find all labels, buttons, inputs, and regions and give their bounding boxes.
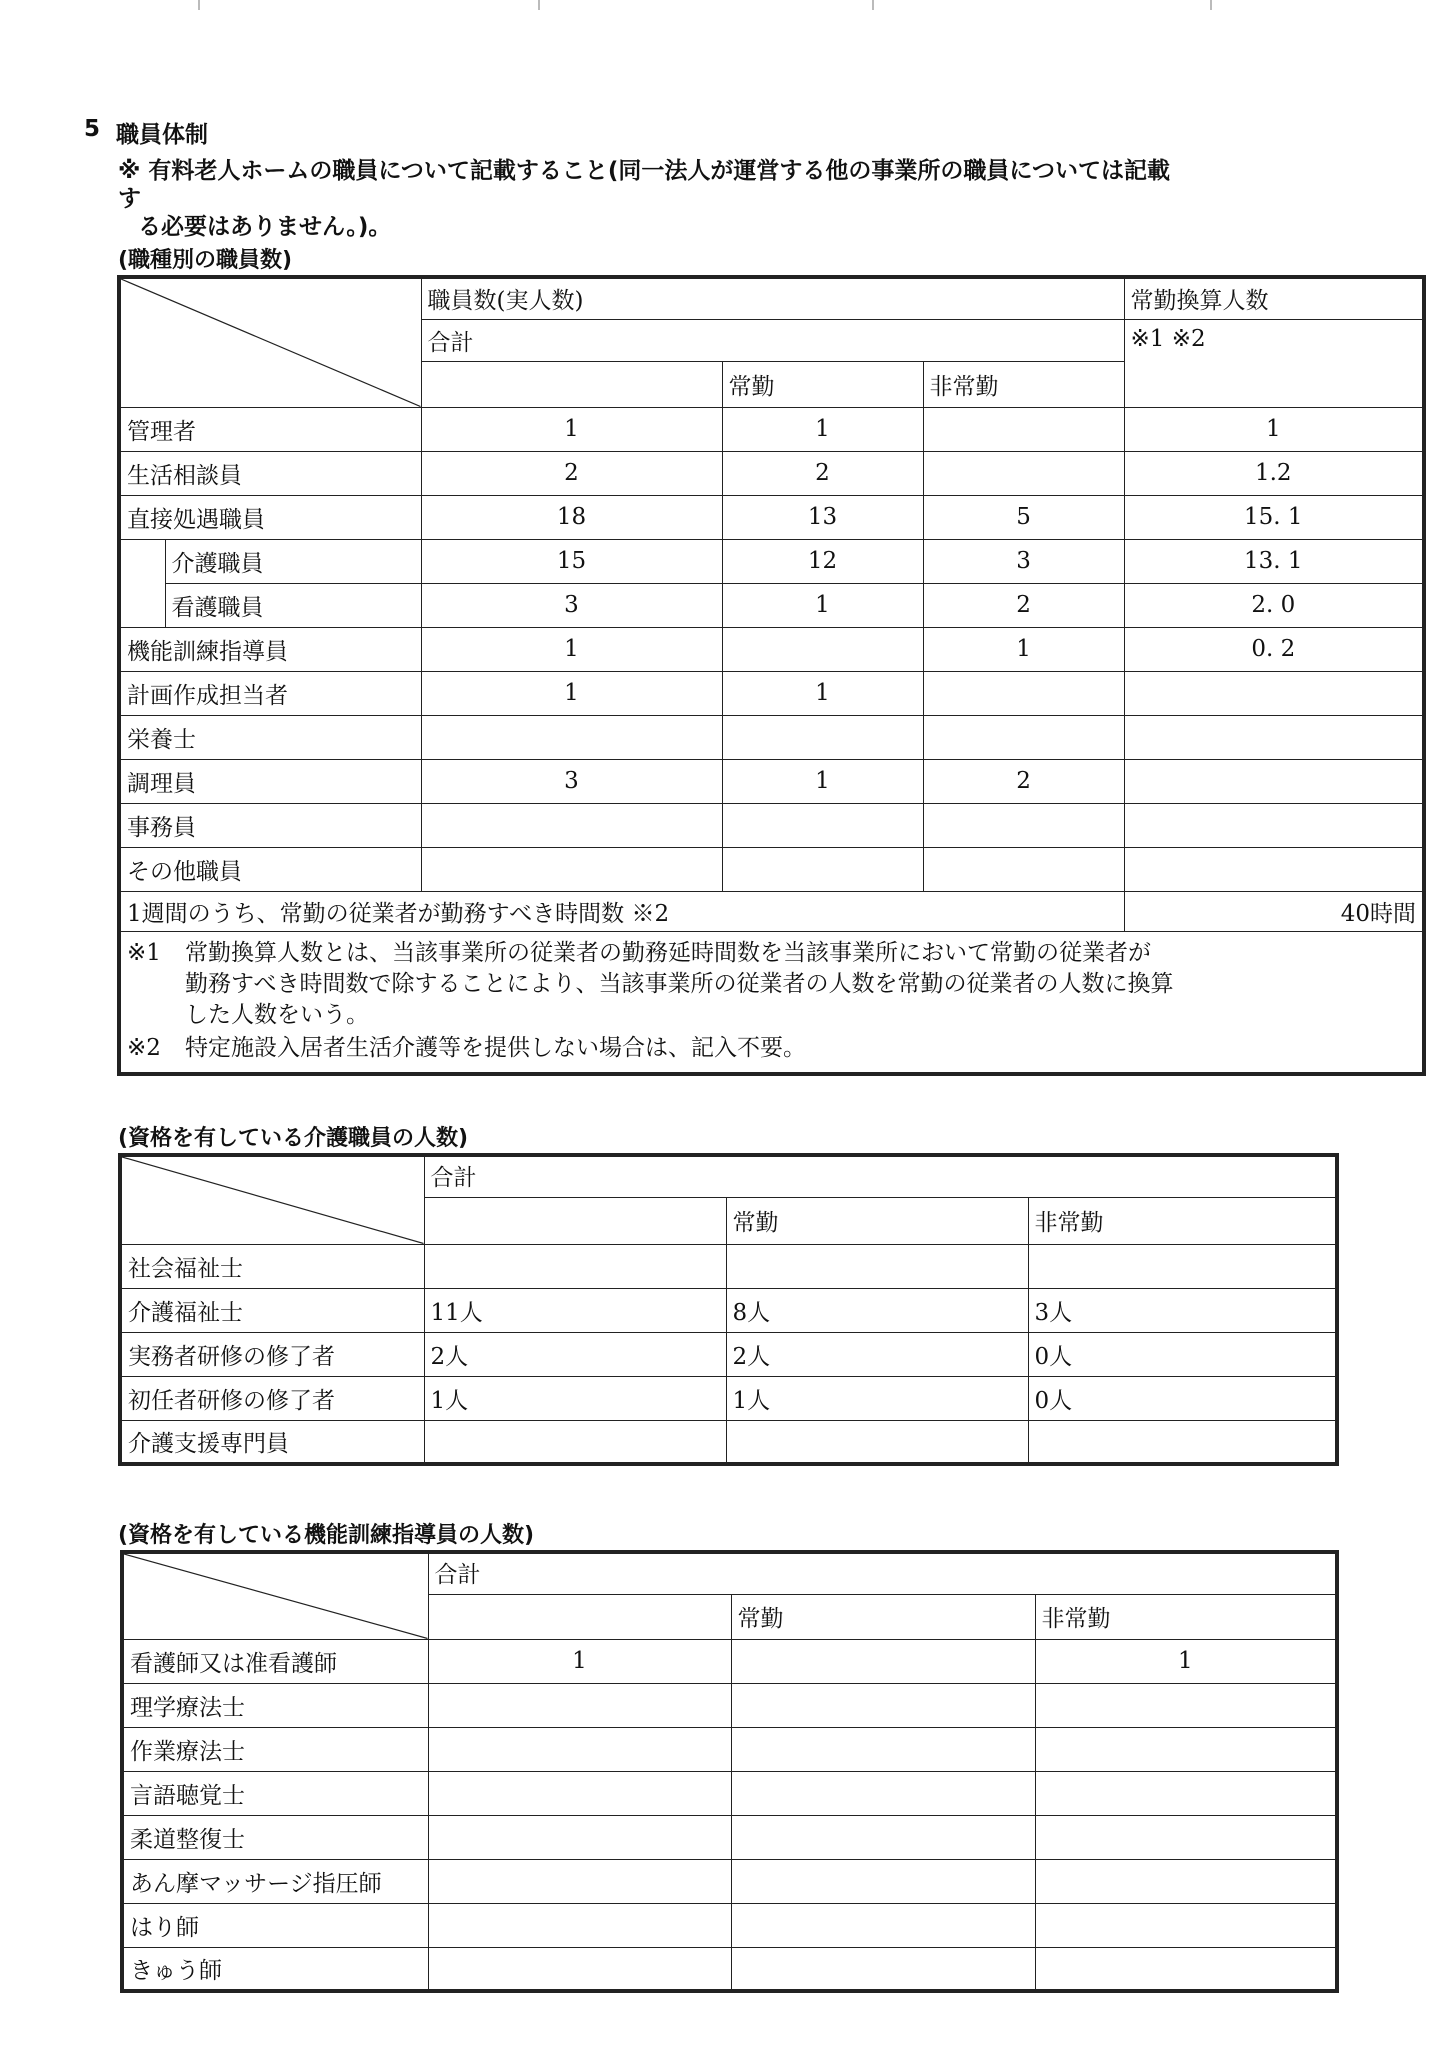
- fulltime-header: 常勤: [731, 1594, 1035, 1639]
- total-cell: 1人: [424, 1376, 726, 1420]
- functional-training-qualifications-table: [120, 1550, 1339, 1993]
- total-cell: [428, 1815, 731, 1859]
- section-note-line1: ※ 有料老人ホームの職員について記載すること(同一法人が運営する他の事業所の職員については記載: [118, 158, 1170, 184]
- note2-text: 特定施設入居者生活介護等を提供しない場合は、記入不要。: [185, 1034, 806, 1061]
- parttime-cell: 5: [923, 495, 1124, 539]
- parttime-header: 非常勤: [1035, 1594, 1337, 1639]
- table1-corner-cell: [119, 277, 421, 407]
- fte-cell: 2. 0: [1124, 583, 1424, 627]
- parttime-header: 非常勤: [923, 361, 1124, 407]
- parttime-cell: 3人: [1028, 1288, 1337, 1332]
- fulltime-cell: [726, 1420, 1028, 1464]
- table3-corner-cell: [122, 1552, 428, 1639]
- parttime-cell: [1035, 1727, 1337, 1771]
- row-label: 機能訓練指導員: [119, 627, 421, 671]
- fte-cell: [1124, 715, 1424, 759]
- row-label: 介護職員: [165, 539, 421, 583]
- note1-line2: 勤務すべき時間数で除することにより、当該事業所の従業者の人数を常勤の従業者の人数に換算: [185, 970, 1174, 997]
- total-cell: 18: [421, 495, 722, 539]
- parttime-cell: 2: [923, 759, 1124, 803]
- row-label: 柔道整復士: [122, 1815, 428, 1859]
- parttime-cell: 2: [923, 583, 1124, 627]
- row-label: 理学療法士: [122, 1683, 428, 1727]
- parttime-cell: 0人: [1028, 1376, 1337, 1420]
- empty-cell: [428, 1594, 731, 1639]
- parttime-cell: 1: [923, 627, 1124, 671]
- total-cell: [421, 847, 722, 891]
- fulltime-cell: [722, 715, 923, 759]
- section-note-line2: す: [118, 186, 141, 212]
- section-note-line3: る必要はありません。)。: [138, 214, 392, 240]
- work-hours-value: 40時間: [1124, 891, 1424, 931]
- parttime-cell: [923, 847, 1124, 891]
- fulltime-cell: [722, 627, 923, 671]
- total-cell: [428, 1771, 731, 1815]
- row-label: きゅう師: [122, 1947, 428, 1991]
- row-label: 事務員: [119, 803, 421, 847]
- care-staff-qualifications-table: [118, 1153, 1339, 1466]
- scan-mark: [1210, 0, 1212, 10]
- parttime-cell: [1035, 1815, 1337, 1859]
- row-label: 計画作成担当者: [119, 671, 421, 715]
- note1-line3: した人数をいう。: [185, 1001, 369, 1028]
- parttime-cell: 1: [1035, 1639, 1337, 1683]
- row-label: 社会福祉士: [120, 1244, 424, 1288]
- fulltime-cell: 2人: [726, 1332, 1028, 1376]
- fulltime-cell: [731, 1815, 1035, 1859]
- total-cell: 3: [421, 759, 722, 803]
- parttime-cell: [923, 451, 1124, 495]
- row-label: その他職員: [119, 847, 421, 891]
- total-header: 合計: [424, 1155, 1337, 1197]
- row-label: 調理員: [119, 759, 421, 803]
- total-cell: 15: [421, 539, 722, 583]
- empty-cell: [424, 1197, 726, 1244]
- parttime-cell: 0人: [1028, 1332, 1337, 1376]
- fulltime-cell: 1人: [726, 1376, 1028, 1420]
- row-label: 生活相談員: [119, 451, 421, 495]
- note2-mark: ※2: [127, 1034, 161, 1061]
- indent-cell: [119, 539, 165, 627]
- row-label: 介護福祉士: [120, 1288, 424, 1332]
- section-title: 職員体制: [116, 122, 208, 148]
- parttime-cell: [1028, 1244, 1337, 1288]
- fte-cell: [1124, 759, 1424, 803]
- fte-cell: [1124, 803, 1424, 847]
- total-cell: 2: [421, 451, 722, 495]
- fte-cell: 15. 1: [1124, 495, 1424, 539]
- parttime-header: 非常勤: [1028, 1197, 1337, 1244]
- parttime-cell: [1028, 1420, 1337, 1464]
- section-number: 5: [84, 116, 101, 142]
- row-label: 管理者: [119, 407, 421, 451]
- row-label: 作業療法士: [122, 1727, 428, 1771]
- parttime-cell: 3: [923, 539, 1124, 583]
- total-cell: [428, 1859, 731, 1903]
- parttime-cell: [923, 407, 1124, 451]
- fte-cell: 1.2: [1124, 451, 1424, 495]
- fulltime-cell: 1: [722, 671, 923, 715]
- empty-cell: [421, 361, 722, 407]
- parttime-cell: [1035, 1683, 1337, 1727]
- work-hours-label: 1週間のうち、常勤の従業者が勤務すべき時間数 ※2: [119, 891, 1124, 931]
- row-label: あん摩マッサージ指圧師: [122, 1859, 428, 1903]
- fte-cell: [1124, 671, 1424, 715]
- total-cell: 3: [421, 583, 722, 627]
- note1-mark: ※1: [127, 939, 161, 966]
- parttime-cell: [923, 671, 1124, 715]
- fulltime-cell: [726, 1244, 1028, 1288]
- staff-by-role-table: [117, 275, 1426, 1076]
- fulltime-cell: [731, 1903, 1035, 1947]
- fte-header: 常勤換算人数: [1124, 277, 1424, 319]
- parttime-cell: [1035, 1947, 1337, 1991]
- fulltime-cell: [722, 847, 923, 891]
- fulltime-cell: [731, 1639, 1035, 1683]
- fulltime-cell: 8人: [726, 1288, 1028, 1332]
- total-cell: [428, 1727, 731, 1771]
- table3-heading: (資格を有している機能訓練指導員の人数): [118, 1523, 535, 1548]
- total-cell: [428, 1683, 731, 1727]
- total-header: 合計: [428, 1552, 1337, 1594]
- fte-cell: [1124, 847, 1424, 891]
- scan-mark: [538, 0, 540, 10]
- fulltime-header: 常勤: [726, 1197, 1028, 1244]
- row-label: はり師: [122, 1903, 428, 1947]
- fulltime-cell: [731, 1859, 1035, 1903]
- fte-cell: 13. 1: [1124, 539, 1424, 583]
- diagonal-line: [124, 1554, 428, 1639]
- parttime-cell: [1035, 1859, 1337, 1903]
- diagonal-line: [121, 279, 421, 407]
- total-cell: 1: [421, 627, 722, 671]
- table2-corner-cell: [120, 1155, 424, 1244]
- total-cell: [421, 803, 722, 847]
- fulltime-cell: [731, 1727, 1035, 1771]
- note1-line1: 常勤換算人数とは、当該事業所の従業者の勤務延時間数を当該事業所において常勤の従業者が: [185, 939, 1151, 966]
- scan-mark: [872, 0, 874, 10]
- parttime-cell: [923, 715, 1124, 759]
- row-label: 初任者研修の修了者: [120, 1376, 424, 1420]
- fte-cell: 1: [1124, 407, 1424, 451]
- total-cell: [424, 1244, 726, 1288]
- table1-notes: [119, 931, 1424, 1074]
- total-cell: 2人: [424, 1332, 726, 1376]
- fulltime-cell: 1: [722, 583, 923, 627]
- table2-heading: (資格を有している介護職員の人数): [118, 1126, 469, 1151]
- fte-cell: 0. 2: [1124, 627, 1424, 671]
- diagonal-line: [122, 1157, 424, 1244]
- fulltime-cell: 13: [722, 495, 923, 539]
- fulltime-cell: 2: [722, 451, 923, 495]
- fulltime-cell: [731, 1771, 1035, 1815]
- total-cell: [428, 1903, 731, 1947]
- total-cell: 1: [421, 407, 722, 451]
- fulltime-cell: [722, 803, 923, 847]
- fulltime-cell: [731, 1947, 1035, 1991]
- total-cell: [424, 1420, 726, 1464]
- fulltime-cell: [731, 1683, 1035, 1727]
- total-cell: 1: [428, 1639, 731, 1683]
- fulltime-cell: 1: [722, 759, 923, 803]
- fulltime-cell: 1: [722, 407, 923, 451]
- table1-heading: (職種別の職員数): [118, 248, 293, 273]
- row-label: 直接処遇職員: [119, 495, 421, 539]
- row-label: 実務者研修の修了者: [120, 1332, 424, 1376]
- total-cell: [421, 715, 722, 759]
- staff-count-header: 職員数(実人数): [421, 277, 1124, 319]
- row-label: 看護職員: [165, 583, 421, 627]
- fte-notes-header: ※1 ※2: [1124, 319, 1424, 407]
- parttime-cell: [1035, 1771, 1337, 1815]
- total-cell: [428, 1947, 731, 1991]
- total-header: 合計: [421, 319, 1124, 361]
- parttime-cell: [1035, 1903, 1337, 1947]
- fulltime-header: 常勤: [722, 361, 923, 407]
- row-label: 栄養士: [119, 715, 421, 759]
- total-cell: 11人: [424, 1288, 726, 1332]
- fulltime-cell: 12: [722, 539, 923, 583]
- row-label: 言語聴覚士: [122, 1771, 428, 1815]
- total-cell: 1: [421, 671, 722, 715]
- scan-mark: [198, 0, 200, 10]
- row-label: 介護支援専門員: [120, 1420, 424, 1464]
- row-label: 看護師又は准看護師: [122, 1639, 428, 1683]
- parttime-cell: [923, 803, 1124, 847]
